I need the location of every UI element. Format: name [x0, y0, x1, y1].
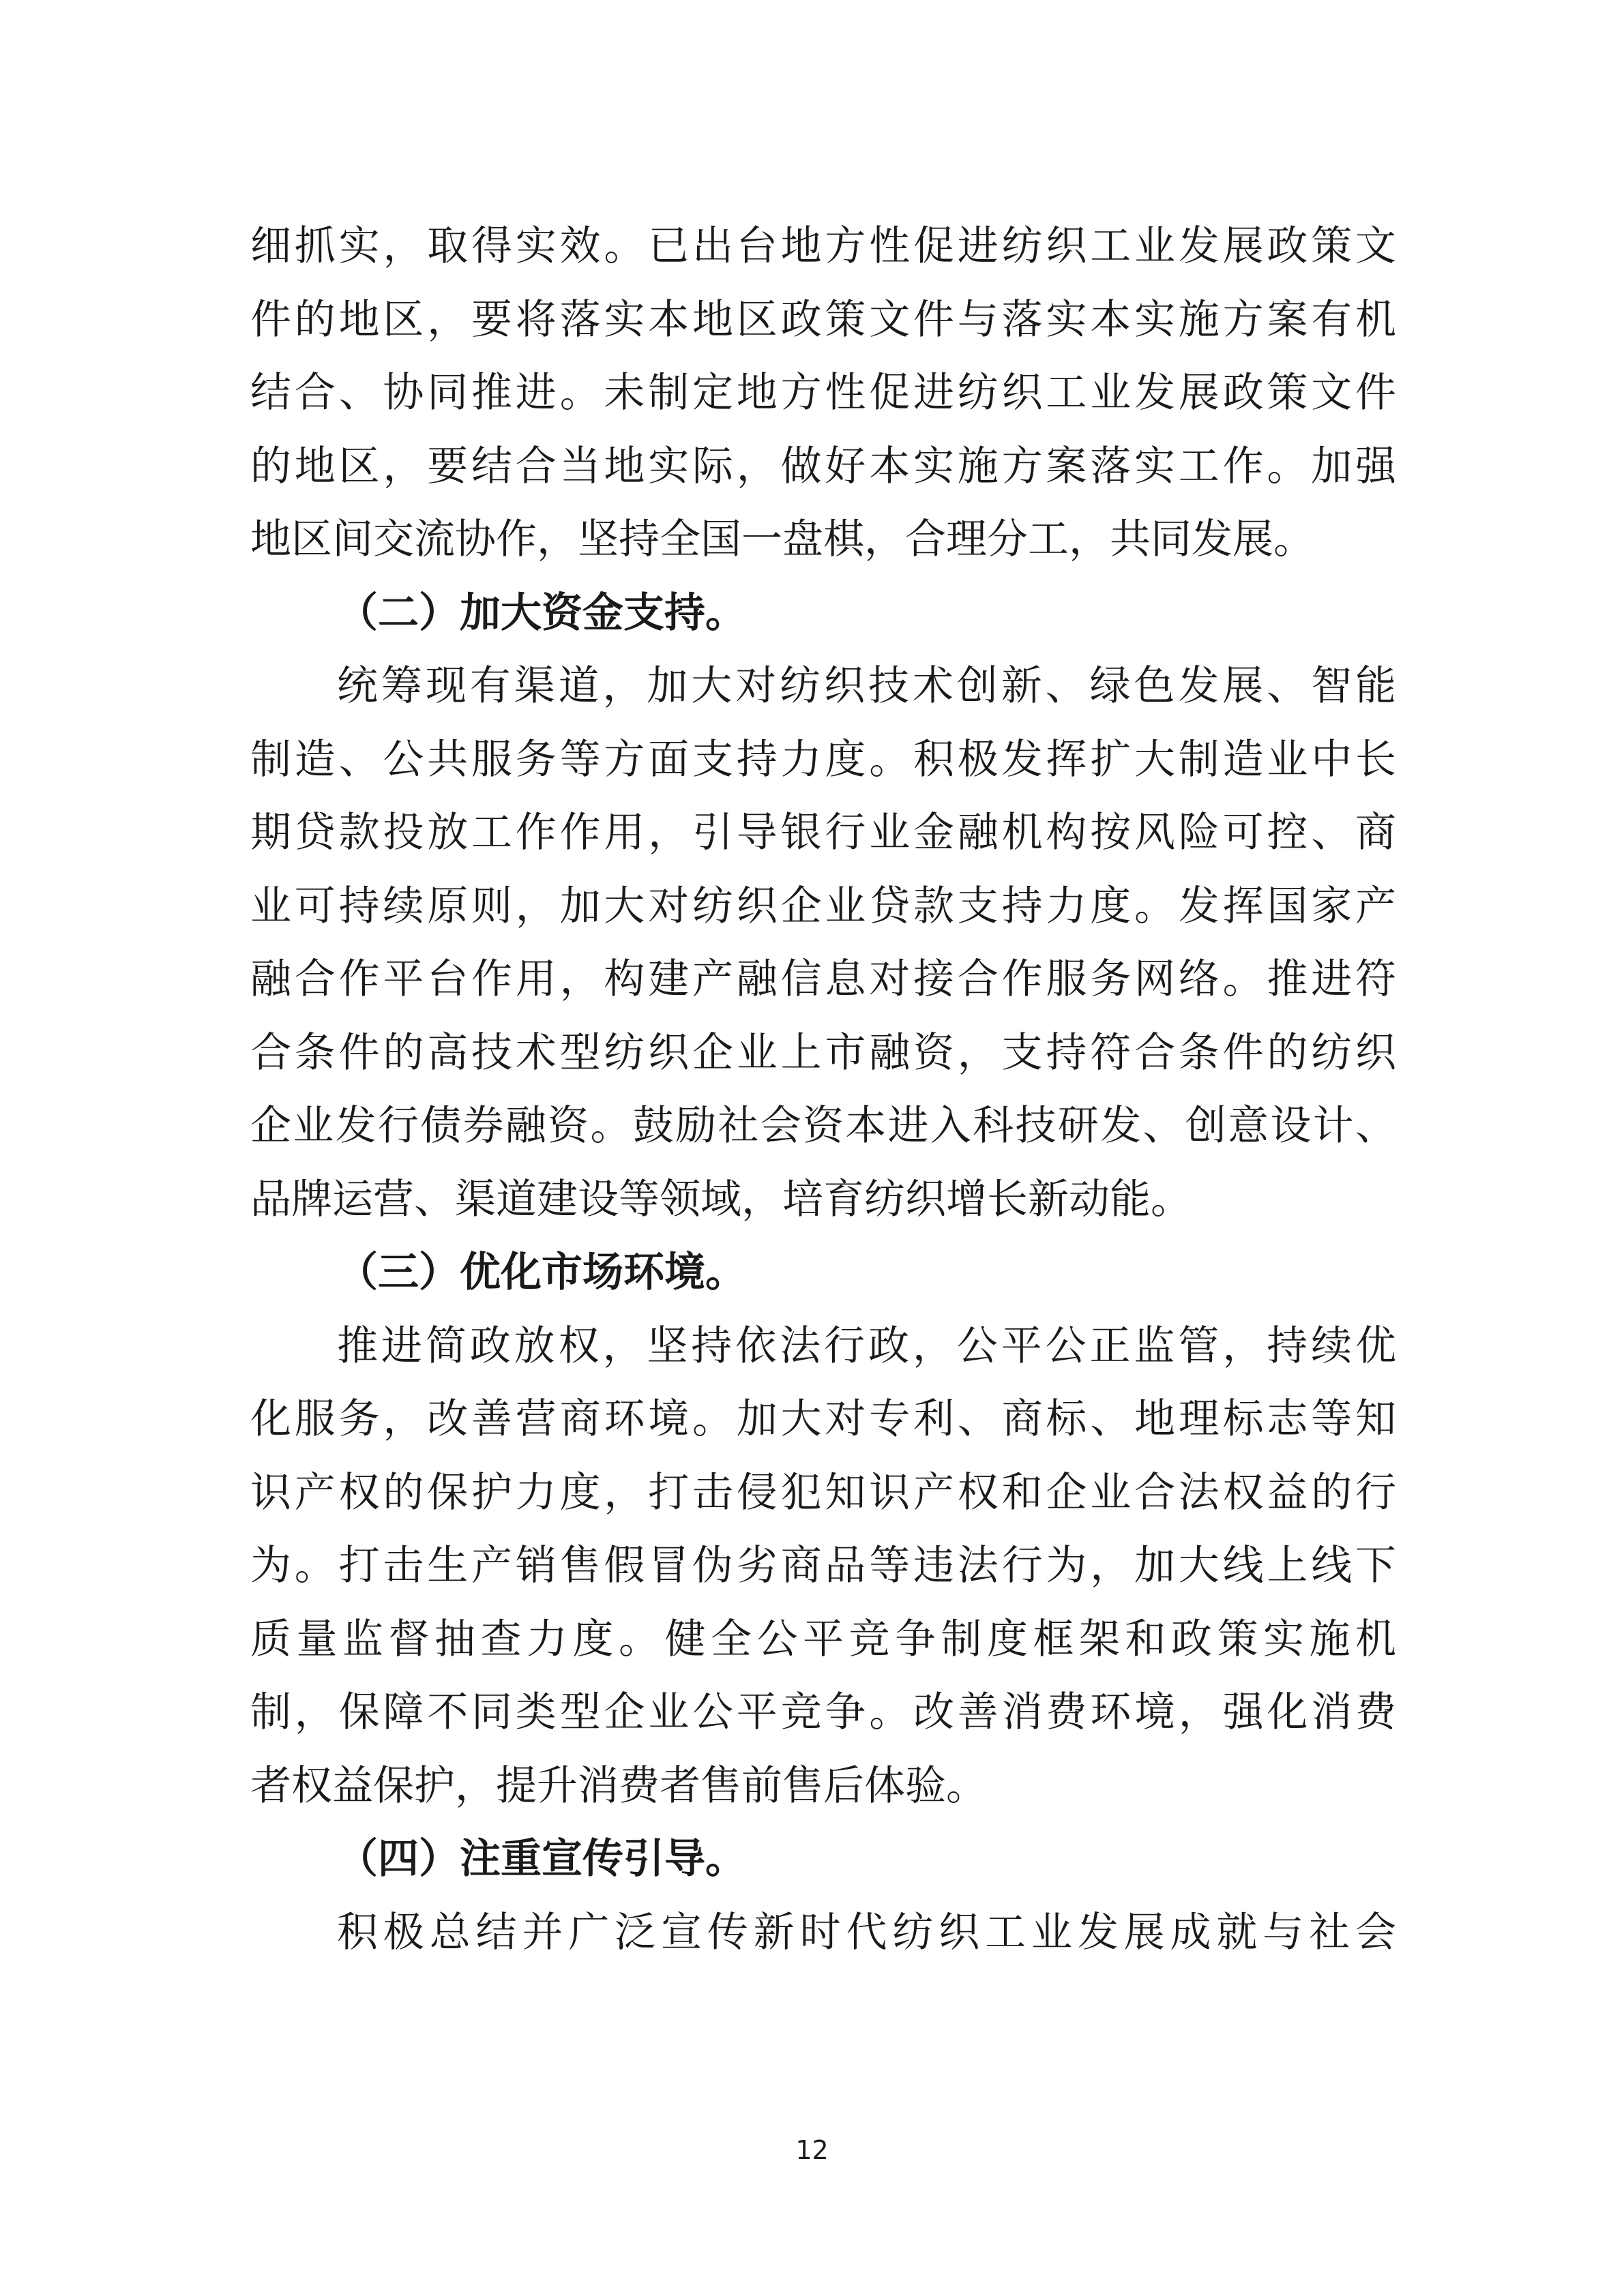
section-heading: （二）加大资金支持。	[337, 588, 746, 637]
section-heading: （四）注重宣传引导。	[337, 1835, 746, 1883]
body-line: 地区间交流协作，坚持全国一盘棋，合理分工，共同发展。	[250, 516, 1314, 563]
body-line: 识产权的保护力度，打击侵犯知识产权和企业合法权益的行	[250, 1468, 1396, 1517]
body-line: 者权益保护，提升消费者售前售后体验。	[250, 1761, 987, 1810]
body-line: 推进简政放权，坚持依法行政，公平公正监管，持续优	[337, 1322, 1396, 1370]
body-line: 积极总结并广泛宣传新时代纺织工业发展成就与社会	[337, 1908, 1396, 1956]
body-line: 制造、公共服务等方面支持力度。积极发挥扩大制造业中长	[250, 735, 1396, 784]
body-line: 制，保障不同类型企业公平竞争。改善消费环境，强化消费	[250, 1688, 1396, 1736]
section-heading: （三）优化市场环境。	[337, 1249, 746, 1296]
body-line: 质量监督抽查力度。健全公平竞争制度框架和政策实施机	[250, 1615, 1396, 1663]
document-body	[250, 210, 1396, 1969]
body-line: 业可持续原则，加大对纺织企业贷款支持力度。发挥国家产	[250, 882, 1396, 930]
body-line: 统筹现有渠道，加大对纺织技术创新、绿色发展、智能	[337, 662, 1396, 710]
body-line: 为。打击生产销售假冒伪劣商品等违法行为，加大线上线下	[250, 1542, 1396, 1590]
body-line: 期贷款投放工作作用，引导银行业金融机构按风险可控、商	[250, 809, 1396, 856]
body-line: 化服务，改善营商环境。加大对专利、商标、地理标志等知	[250, 1395, 1396, 1443]
page-number: 12	[795, 2135, 829, 2165]
body-line: 企业发行债券融资。鼓励社会资本进入科技研发、创意设计、	[250, 1102, 1396, 1150]
body-line: 的地区，要结合当地实际，做好本实施方案落实工作。加强	[250, 442, 1396, 490]
body-line: 结合、协同推进。未制定地方性促进纺织工业发展政策文件	[250, 369, 1396, 417]
body-line: 融合作平台作用，构建产融信息对接合作服务网络。推进符	[250, 955, 1396, 1003]
body-line: 品牌运营、渠道建设等领域，培育纺织增长新动能。	[250, 1175, 1192, 1223]
body-line: 件的地区，要将落实本地区政策文件与落实本实施方案有机	[250, 295, 1396, 344]
body-line: 细抓实，取得实效。已出台地方性促进纺织工业发展政策文	[250, 222, 1396, 270]
body-line: 合条件的高技术型纺织企业上市融资，支持符合条件的纺织	[250, 1028, 1396, 1077]
